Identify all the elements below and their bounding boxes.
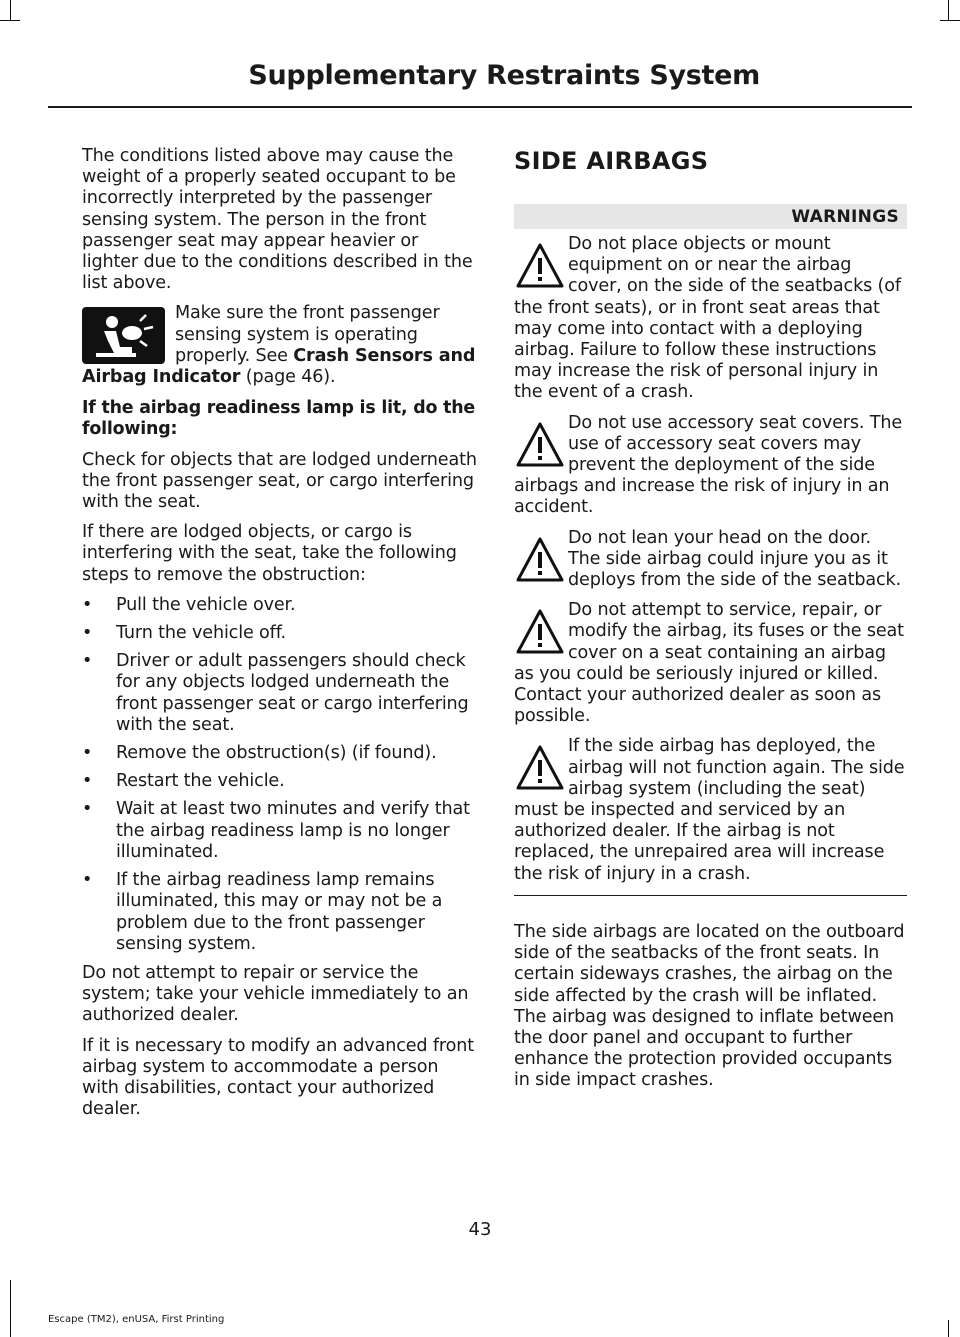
intro-paragraph: The conditions listed above may cause the weight of a properly seated occupant to be incorrectly interpreted by the passenger sensing system. The person in the front passenger seat may appear heavier or lighter due to the conditions described in the list above. — [82, 146, 473, 294]
list-item-text: Driver or adult passengers should check for any objects lodged underneath the front passenger seat or cargo interfering with the seat. — [116, 651, 469, 735]
warning-triangle-icon — [514, 742, 566, 794]
warning-text: Do not lean your head on the door. The side airbag could injure you as it deploys from the side of the seatback. — [568, 527, 902, 591]
crash-sensors-link[interactable]: Crash Sensors and Airbag Indicator — [82, 345, 476, 388]
bullet: • — [82, 594, 93, 615]
warning-item — [514, 600, 907, 727]
airbag-indicator-icon — [82, 307, 165, 364]
indicator-page-ref: (page 46). — [240, 367, 336, 388]
crop-mark — [10, 0, 11, 20]
warnings-header: WARNINGS — [514, 204, 907, 229]
list-item-text: Wait at least two minutes and verify that the airbag readiness lamp is no longer illuminated. — [116, 799, 470, 862]
list-item-text: If the airbag readiness lamp remains illuminated, this may or may not be a problem due to the front passenger sensing system. — [116, 870, 443, 954]
section-title: SIDE AIRBAGS — [514, 147, 709, 175]
list-item — [82, 799, 478, 863]
bullet: • — [82, 799, 93, 820]
warning-text: Do not place objects or mount equipment on or near the airbag cover, on the side of the seatbacks (of the front seats), or in front seat areas that may come into contact with a deploying airbag. Failure to follow these instructions may increase the risk of personal injury in the event of a crash. — [514, 234, 901, 403]
list-item — [82, 743, 478, 764]
bullet: • — [82, 623, 93, 644]
do-not-repair-paragraph: Do not attempt to repair or service the system; take your vehicle immediately to an authorized dealer. — [82, 962, 469, 1026]
side-airbag-description: The side airbags are located on the outboard side of the seatbacks of the front seats. In certain sideways crashes, the airbag on the side affected by the crash will be inflated. The airbag was designed to inflate between the door panel and occupant to further enhance the protection provided occupants in side impact crashes. — [514, 921, 905, 1091]
list-item-text: Turn the vehicle off. — [116, 623, 286, 644]
list-item — [82, 651, 478, 736]
obstruction-steps-list — [82, 595, 478, 955]
warning-text: Do not attempt to service, repair, or modify the airbag, its fuses or the seat cover on a seat containing an airbag as you could be seriously injured or killed. Contact your authorized dealer as soon as possible. — [514, 600, 904, 727]
warnings-end-rule — [514, 895, 907, 896]
footer-text: Escape (TM2), enUSA, First Printing — [48, 1314, 225, 1325]
crop-mark — [948, 1320, 949, 1337]
warning-triangle-icon — [514, 419, 566, 471]
list-item — [82, 623, 478, 644]
lodged-paragraph: If there are lodged objects, or cargo is interfering with the seat, take the following steps to remove the obstruction: — [82, 522, 457, 585]
crop-mark — [10, 1280, 11, 1337]
list-item-text: Restart the vehicle. — [116, 771, 285, 792]
modify-paragraph: If it is necessary to modify an advanced front airbag system to accommodate a person with disabilities, contact your authorized dealer. — [82, 1035, 474, 1120]
page-number: 43 — [468, 1219, 492, 1240]
warning-item — [514, 736, 907, 884]
passenger-sensing-note — [82, 303, 478, 388]
indicator-text: Make sure the front passenger sensing system is operating properly. See — [175, 303, 440, 366]
list-item — [82, 870, 478, 955]
bullet: • — [82, 771, 93, 792]
warning-triangle-icon — [514, 606, 566, 658]
lamp-lit-heading: If the airbag readiness lamp is lit, do the following: — [82, 398, 475, 440]
crop-mark — [940, 20, 960, 21]
page-header-title: Supplementary Restraints System — [248, 60, 760, 91]
header-rule — [48, 106, 912, 108]
warning-item — [514, 413, 907, 519]
check-paragraph: Check for objects that are lodged underneath the front passenger seat, or cargo interfering with the seat. — [82, 449, 477, 513]
warning-triangle-icon — [514, 534, 566, 586]
right-column — [514, 146, 907, 1101]
warning-item — [514, 528, 907, 592]
bullet: • — [82, 870, 93, 891]
list-item — [82, 771, 478, 792]
warning-text: If the side airbag has deployed, the airbag will not function again. The side airbag system (including the seat) must be inspected and serviced by an authorized dealer. If the airbag is not replaced, the unrepaired area will increase the risk of injury in a crash. — [514, 736, 905, 884]
warning-text: Do not use accessory seat covers. The use of accessory seat covers may prevent the deployment of the side airbags and increase the risk of injury in an accident. — [514, 412, 903, 518]
list-item-text: Pull the vehicle over. — [116, 594, 296, 615]
list-item — [82, 595, 478, 616]
warning-item — [514, 234, 907, 404]
bullet: • — [82, 743, 93, 764]
warning-triangle-icon — [514, 240, 566, 292]
list-item-text: Remove the obstruction(s) (if found). — [116, 743, 437, 764]
crop-mark — [948, 0, 949, 20]
bullet: • — [82, 651, 93, 672]
crop-mark — [0, 20, 20, 21]
left-column — [82, 146, 478, 1129]
